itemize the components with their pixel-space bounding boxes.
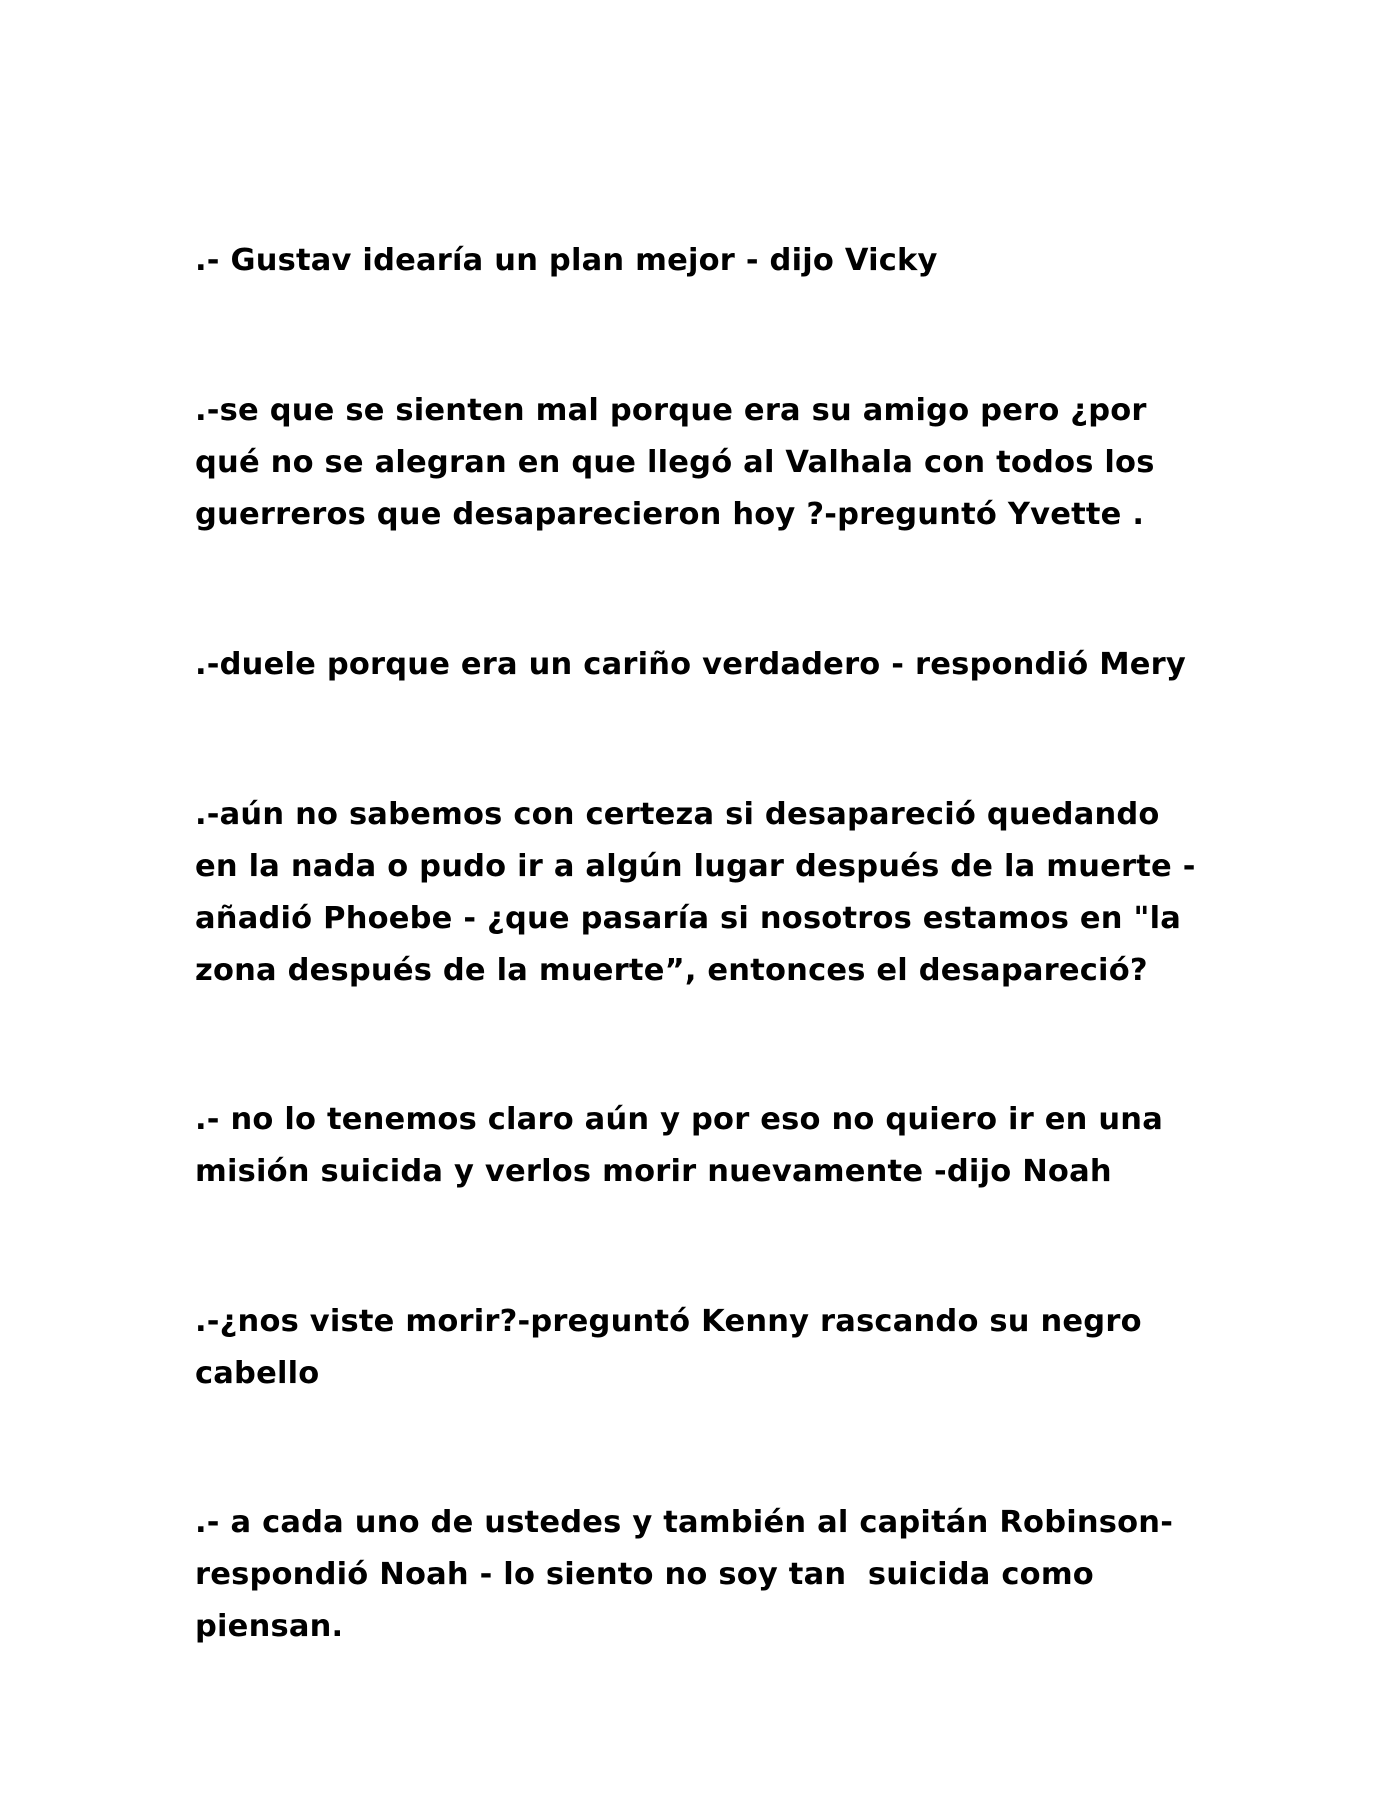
- text-line: .-duele porque era un cariño verdadero - respondió Mery: [195, 647, 1186, 682]
- text-line: .- Gustav idearía un plan mejor - dijo Vicky: [195, 243, 938, 278]
- text-line: añadió Phoebe - ¿que pasaría si nosotros estamos en "la: [195, 901, 1182, 936]
- text-line: .-se que se sienten mal porque era su amigo pero ¿por: [195, 393, 1147, 428]
- paragraph-mery: [195, 639, 1215, 691]
- text-line: .-aún no sabemos con certeza si desapareció quedando: [195, 797, 1160, 832]
- paragraph-kenny: [195, 1296, 1215, 1400]
- text-line: misión suicida y verlos morir nuevamente -dijo Noah: [195, 1154, 1112, 1189]
- text-line: guerreros que desaparecieron hoy ?-preguntó Yvette .: [195, 497, 1145, 532]
- paragraph-noah-1: [195, 1094, 1215, 1198]
- text-line: en la nada o pudo ir a algún lugar después de la muerte -: [195, 849, 1196, 884]
- text-line: .- no lo tenemos claro aún y por eso no quiero ir en una: [195, 1102, 1163, 1137]
- text-line: zona después de la muerte”, entonces el desapareció?: [195, 953, 1148, 988]
- paragraph-vicky: [195, 235, 1215, 287]
- text-line: .- a cada uno de ustedes y también al capitán Robinson-: [195, 1505, 1174, 1540]
- text-line: qué no se alegran en que llegó al Valhala con todos los: [195, 445, 1155, 480]
- text-line: cabello: [195, 1356, 320, 1391]
- paragraph-yvette: [195, 385, 1215, 541]
- text-line: piensan.: [195, 1609, 344, 1644]
- paragraph-phoebe: [195, 789, 1215, 997]
- text-line: .-¿nos viste morir?-preguntó Kenny rascando su negro: [195, 1304, 1142, 1339]
- text-line: respondió Noah - lo siento no soy tan suicida como: [195, 1557, 1094, 1592]
- paragraph-noah-2: [195, 1497, 1215, 1653]
